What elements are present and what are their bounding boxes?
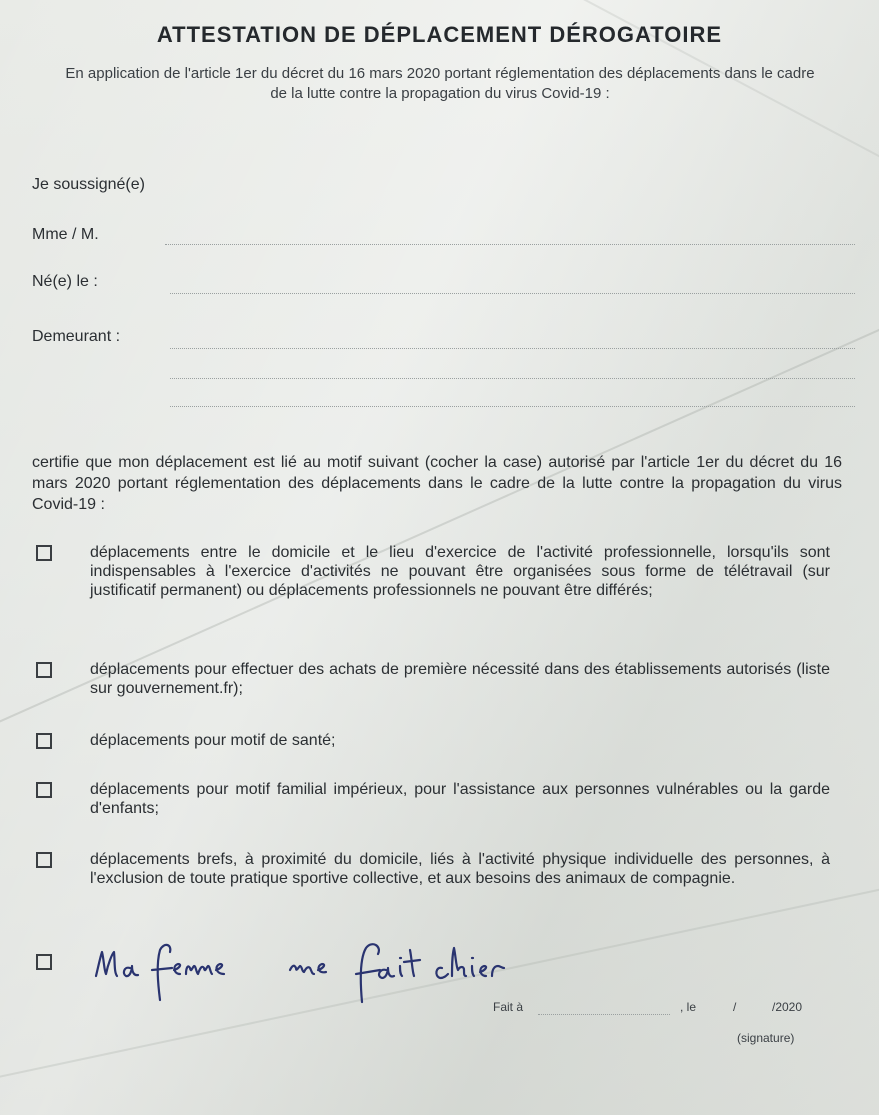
option-label: déplacements brefs, à proximité du domicile, liés à l'activité physique individuelle des personnes, à l'exclusion de toute pratique sportive collective, et aux besoins des animaux de compagnie. <box>90 851 830 887</box>
certify-text: certifie que mon déplacement est lié au motif suivant (cocher la case) autorisé par l'article 1er du décret du 16 mars 2020 portant réglementation des déplacements dans le cadre de la lutte contre la propagation du virus Covid-19 : <box>32 454 842 513</box>
date-year: /2020 <box>772 1000 803 1014</box>
date-slash: / <box>733 1000 737 1014</box>
option-label: déplacements pour effectuer des achats de première nécessité dans des établissements autorisés (liste sur gouvernement.fr); <box>90 661 830 697</box>
option-label: déplacements entre le domicile et le lieu d'exercice de l'activité professionnelle, lorsqu'ils sont indispensables à l'exercice d'activités ne pouvant être organisées sous forme de télétravail (sur justificatif permanent) ou déplacements professionnels ne pouvant être différés; <box>90 544 830 599</box>
name-label: Mme / M. <box>32 226 99 243</box>
checkbox[interactable] <box>36 733 52 749</box>
form-subtitle: En application de l'article 1er du décret du 16 mars 2020 portant réglementation des déplacements dans le cadre de la lutte contre la propagation du virus Covid-19 : <box>65 65 815 102</box>
birth-field[interactable] <box>170 293 855 294</box>
handwritten-note <box>90 940 560 1010</box>
option-label: déplacements pour motif familial impérieux, pour l'assistance aux personnes vulnérables ou la garde d'enfants; <box>90 781 830 817</box>
checkbox[interactable] <box>36 545 52 561</box>
checkbox[interactable] <box>36 852 52 868</box>
name-field[interactable] <box>165 244 855 245</box>
checkbox[interactable] <box>36 954 52 970</box>
fait-a-label: Fait à <box>493 1000 524 1014</box>
checkbox[interactable] <box>36 662 52 678</box>
address-field-line-3[interactable] <box>170 406 855 407</box>
signature-label: (signature) <box>737 1031 795 1045</box>
checkbox[interactable] <box>36 782 52 798</box>
fait-a-field[interactable] <box>538 1014 670 1015</box>
birth-label: Né(e) le : <box>32 273 98 290</box>
option-label: déplacements pour motif de santé; <box>90 732 336 749</box>
address-field[interactable] <box>170 348 855 349</box>
soussigne-label: Je soussigné(e) <box>32 176 145 193</box>
form-title: ATTESTATION DE DÉPLACEMENT DÉROGATOIRE <box>156 22 723 47</box>
address-field-line-2[interactable] <box>170 378 855 379</box>
address-label: Demeurant : <box>32 328 121 345</box>
date-le-label: , le <box>680 1000 697 1014</box>
